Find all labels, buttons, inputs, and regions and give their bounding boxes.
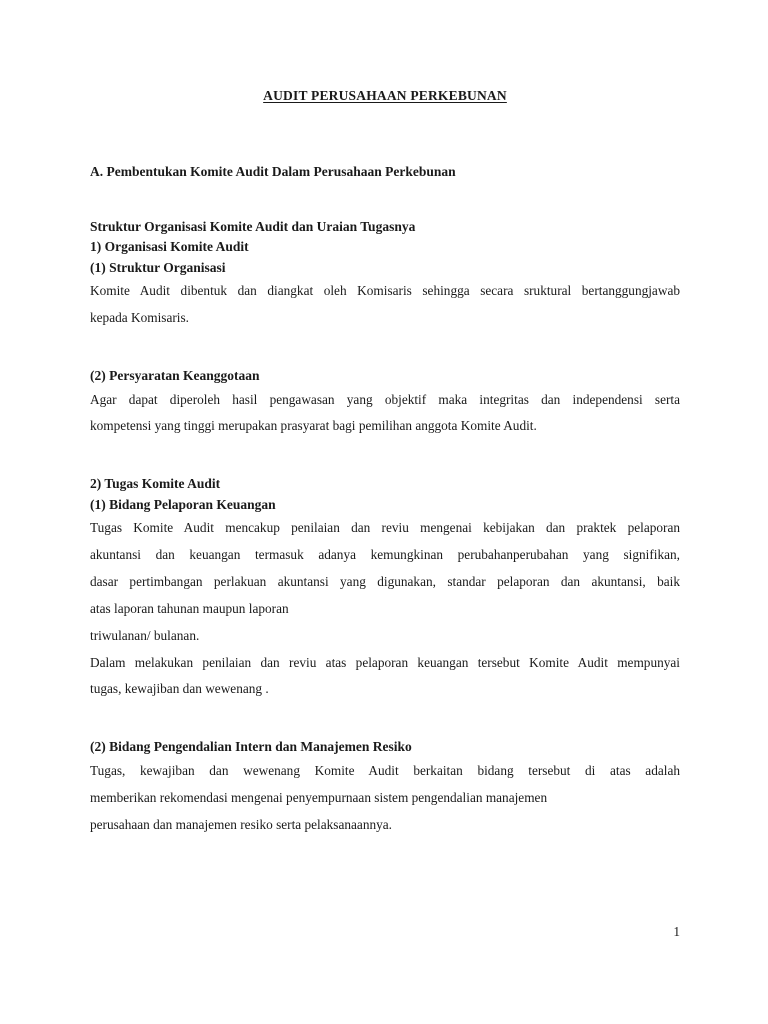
heading-item-1-1: (1) Struktur Organisasi — [90, 259, 226, 275]
paragraph-pengendalian-intern — [90, 758, 680, 839]
paragraph-bidang-pelaporan-keuangan — [90, 515, 680, 649]
paragraph-line: tugas, kewajiban dan wewenang . — [90, 681, 269, 697]
paragraph-line: Komite Audit dibentuk dan diangkat oleh Komisaris sehingga secara sruktural bertanggungjawab — [90, 283, 680, 299]
heading-item-2-1: (1) Bidang Pelaporan Keuangan — [90, 496, 276, 512]
paragraph-penilaian-reviu — [90, 650, 680, 704]
paragraph-line: Tugas, kewajiban dan wewenang Komite Audit berkaitan bidang tersebut di atas adalah — [90, 762, 680, 778]
spacer — [90, 440, 680, 460]
document-body — [90, 86, 680, 838]
spacer — [90, 352, 680, 366]
paragraph-line: dasar pertimbangan perlakuan akuntansi yang digunakan, standar pelaporan dan akuntansi, baik — [90, 574, 680, 590]
heading-section-a: A. Pembentukan Komite Audit Dalam Perusahaan Perkebunan — [90, 164, 456, 180]
spacer — [90, 460, 680, 474]
page-title-text: AUDIT PERUSAHAAN PERKEBUNAN — [263, 88, 507, 103]
paragraph-line: kepada Komisaris. — [90, 310, 189, 326]
paragraph-line: perusahaan dan manajemen resiko serta pelaksanaannya. — [90, 816, 392, 832]
paragraph-line: triwulanan/ bulanan. — [90, 627, 200, 643]
paragraph-persyaratan-keanggotaan — [90, 387, 680, 441]
heading-item-2: 2) Tugas Komite Audit — [90, 476, 221, 492]
page-number: 1 — [673, 923, 680, 939]
paragraph-line: kompetensi yang tinggi merupakan prasyarat bagi pemilihan anggota Komite Audit. — [90, 418, 537, 434]
spacer — [90, 106, 680, 162]
spacer — [90, 703, 680, 723]
paragraph-line: Agar dapat diperoleh hasil pengawasan yang objektif maka integritas dan independensi serta — [90, 391, 680, 407]
heading-struktur-organisasi: Struktur Organisasi Komite Audit dan Uraian Tugasnya — [90, 218, 416, 234]
heading-item-2-2: (2) Bidang Pengendalian Intern dan Manajemen Resiko — [90, 739, 412, 755]
spacer — [90, 183, 680, 217]
paragraph-line: Dalam melakukan penilaian dan reviu atas pelaporan keuangan tersebut Komite Audit mempunyai — [90, 654, 680, 670]
spacer — [90, 332, 680, 352]
paragraph-line: akuntansi dan keuangan termasuk adanya kemungkinan perubahanperubahan yang signifikan, — [90, 547, 680, 563]
page-title — [90, 86, 680, 106]
paragraph-line: Tugas Komite Audit mencakup penilaian dan reviu mengenai kebijakan dan praktek pelaporan — [90, 520, 680, 536]
paragraph-line: atas laporan tahunan maupun laporan — [90, 600, 289, 616]
spacer — [90, 723, 680, 737]
heading-item-1-2: (2) Persyaratan Keanggotaan — [90, 368, 260, 384]
paragraph-line: memberikan rekomendasi mengenai penyempurnaan sistem pengendalian manajemen — [90, 789, 548, 805]
paragraph-struktur-organisasi — [90, 278, 680, 332]
heading-item-1: 1) Organisasi Komite Audit — [90, 239, 249, 255]
